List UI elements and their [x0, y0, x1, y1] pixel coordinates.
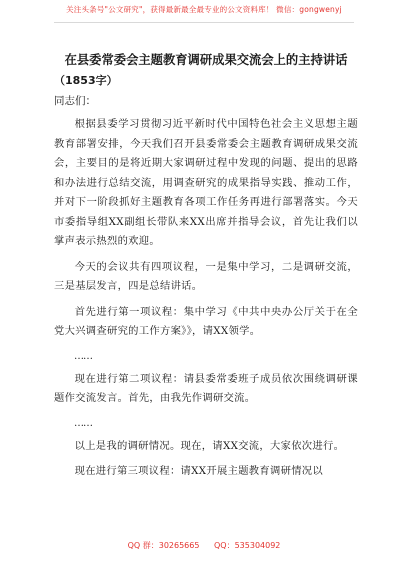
- salutation: 同志们：: [54, 95, 96, 107]
- footer-contact: [0, 540, 408, 551]
- header-divider: [54, 22, 354, 23]
- footer-qq: QQ：535304092: [214, 541, 281, 550]
- paragraph-1: 根据县委学习贯彻习近平新时代中国特色社会主义思想主题教育部署安排，今天我们召开县委常委会主题教育调研成果交流会，主要目的是将近期大家调研过程中发现的问题、提出的思路和办法进行总结交流，用调查研究的成果指导实践、推动工作，并对下一阶段抓好主题教育各项工作任务再进行部署落实。今天市委指导组XX副组长带队来XX出席并指导会议，首先让我们以掌声表示热烈的欢迎。: [54, 118, 358, 247]
- document-title: 在县委常委会主题教育调研成果交流会上的主持讲话: [64, 53, 348, 67]
- paragraph-4: 现在进行第二项议程：请县委常委班子成员依次围绕调研课题作交流发言。首先，由我先作调研交流。: [54, 372, 358, 404]
- ellipsis-1: ……: [74, 350, 92, 362]
- paragraph-6: 现在进行第三项议程：请XX开展主题教育调研情况以: [74, 465, 323, 477]
- footer-qq-group: QQ 群：30265665: [127, 541, 200, 550]
- paragraph-5: 以上是我的调研情况。现在，请XX交流，大家依次进行。: [74, 439, 345, 452]
- header-promo: 关注头条号"公文研究"，获得最新最全最专业的公文资料库！ 微信：gongwenyj: [66, 5, 342, 14]
- ellipsis-2: ……: [74, 417, 92, 429]
- document-body: [54, 52, 358, 482]
- paragraph-2: 今天的会议共有四项议程，一是集中学习，二是调研交流，三是基层发言，四是总结讲话。: [54, 260, 358, 292]
- word-count: （1853字）: [54, 74, 118, 87]
- paragraph-3: 首先进行第一项议程：集中学习《中共中央办公厅关于在全党大兴调查研究的工作方案》》，请XX领学。: [54, 305, 358, 337]
